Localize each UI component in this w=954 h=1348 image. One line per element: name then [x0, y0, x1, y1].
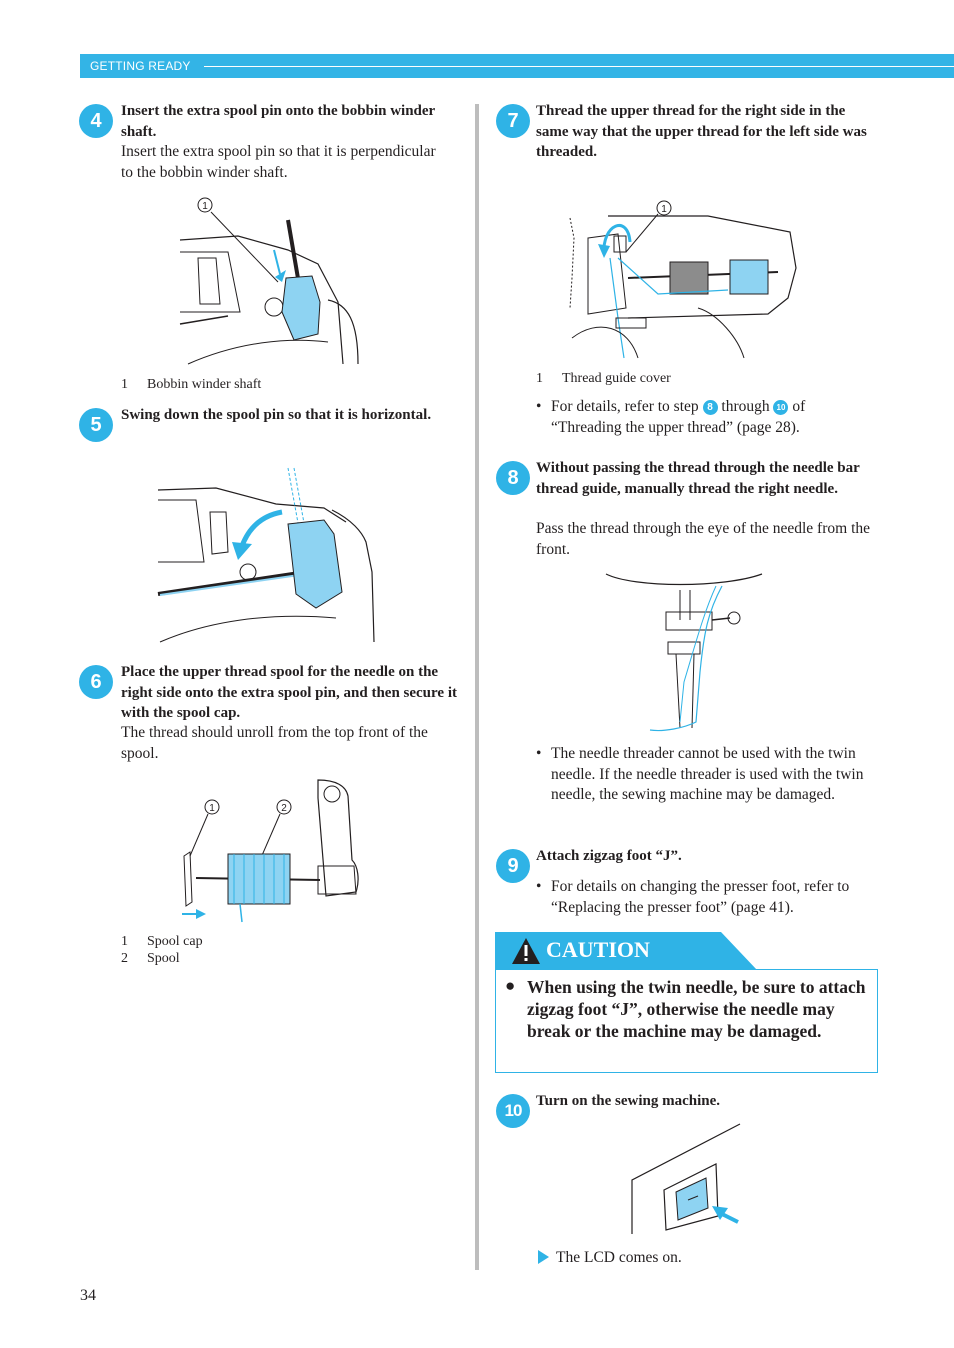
callout-1: 1 — [209, 803, 215, 814]
bullet-text-mid: through — [721, 398, 770, 415]
bullet-dot: • — [536, 745, 542, 762]
power-switch-illustration — [628, 1120, 744, 1236]
step-7-badge: 7 — [496, 104, 530, 138]
step-ref-8-badge: 8 — [703, 400, 718, 415]
caption-text: Spool cap — [147, 934, 203, 949]
step-9-title: Attach zigzag foot “J”. — [536, 848, 682, 864]
caption-num: 1 — [121, 934, 128, 949]
step-4-body: Insert the extra spool pin so that it is perpendicular to the bobbin winder shaft. — [121, 143, 436, 181]
step-9-bullet — [536, 877, 881, 921]
warning-icon — [525, 945, 528, 956]
step-6-body: The thread should unroll from the top front of the spool. — [121, 724, 428, 762]
caption-num: 1 — [536, 371, 543, 386]
section-header-bar — [80, 54, 954, 78]
header-rule — [204, 66, 954, 67]
bullet-dot: • — [536, 398, 542, 415]
step-5-title: Swing down the spool pin so that it is horizontal. — [121, 407, 432, 423]
step-6-badge: 6 — [79, 665, 113, 699]
step-4-caption — [121, 376, 261, 393]
step-7-bullet — [536, 397, 881, 441]
callout-1: 1 — [202, 201, 208, 212]
caution-title: CAUTION — [546, 937, 650, 962]
step-10-title: Turn on the sewing machine. — [536, 1093, 721, 1109]
section-label: GETTING READY — [90, 59, 191, 73]
step-8-title: Without passing the thread through the needle bar thread guide, manually thread the right needle. — [536, 460, 860, 497]
spool-pin-swing-illustration — [156, 462, 386, 646]
step-8-badge: 8 — [496, 461, 530, 495]
step-7-caption — [536, 370, 671, 387]
step-4-title: Insert the extra spool pin onto the bobbin winder shaft. — [121, 103, 435, 140]
result-arrow-icon — [538, 1250, 549, 1264]
bullet-text: For details on changing the presser foot, refer to “Replacing the presser foot” (page 41). — [551, 878, 850, 916]
step-6-caption-2 — [121, 950, 180, 967]
twin-needle-illustration — [604, 572, 764, 734]
caution-bullet-icon: ● — [505, 976, 516, 995]
caption-num: 2 — [121, 951, 128, 966]
bobbin-winder-illustration — [178, 192, 364, 368]
step-8-bullet — [536, 744, 881, 828]
column-divider — [475, 104, 479, 1270]
callout-1: 1 — [661, 204, 667, 215]
spool-cap-illustration — [178, 776, 364, 924]
caption-text: Bobbin winder shaft — [147, 377, 262, 392]
step-9-badge: 9 — [496, 849, 530, 883]
step-6-title: Place the upper thread spool for the needle on the right side onto the extra spool pin, and then secure it with the spool cap. — [121, 664, 457, 721]
bullet-text-before: For details, refer to step — [551, 398, 699, 415]
step-4-badge: 4 — [79, 104, 113, 138]
caution-text: When using the twin needle, be sure to attach zigzag foot “J”, otherwise the needle may break or the machine may be damaged. — [527, 977, 866, 1041]
step-8-body: Pass the thread through the eye of the needle from the front. — [536, 520, 870, 558]
step-7-title: Thread the upper thread for the right side in the same way that the upper thread for the left side was threaded. — [536, 103, 867, 160]
caption-text: Spool — [147, 951, 180, 966]
step-6-caption-1 — [121, 933, 203, 950]
caption-text: Thread guide cover — [562, 371, 671, 386]
callout-2: 2 — [281, 803, 287, 814]
step-5-badge: 5 — [79, 408, 113, 442]
step-10-result: The LCD comes on. — [556, 1249, 682, 1266]
step-ref-10-badge: 10 — [773, 400, 788, 415]
thread-guide-illustration — [568, 198, 800, 364]
caption-num: 1 — [121, 377, 128, 392]
bullet-text: The needle threader cannot be used with the twin needle. If the needle threader is used with the twin needle, the sewing machine may be damaged. — [551, 745, 864, 803]
page-number: 34 — [80, 1287, 96, 1304]
bullet-line-2: “Threading the upper thread” (page 28). — [551, 418, 800, 436]
step-10-badge: 10 — [496, 1094, 530, 1128]
bullet-text — [551, 397, 805, 418]
bullet-text-after: of — [792, 398, 806, 415]
bullet-dot: • — [536, 878, 542, 895]
